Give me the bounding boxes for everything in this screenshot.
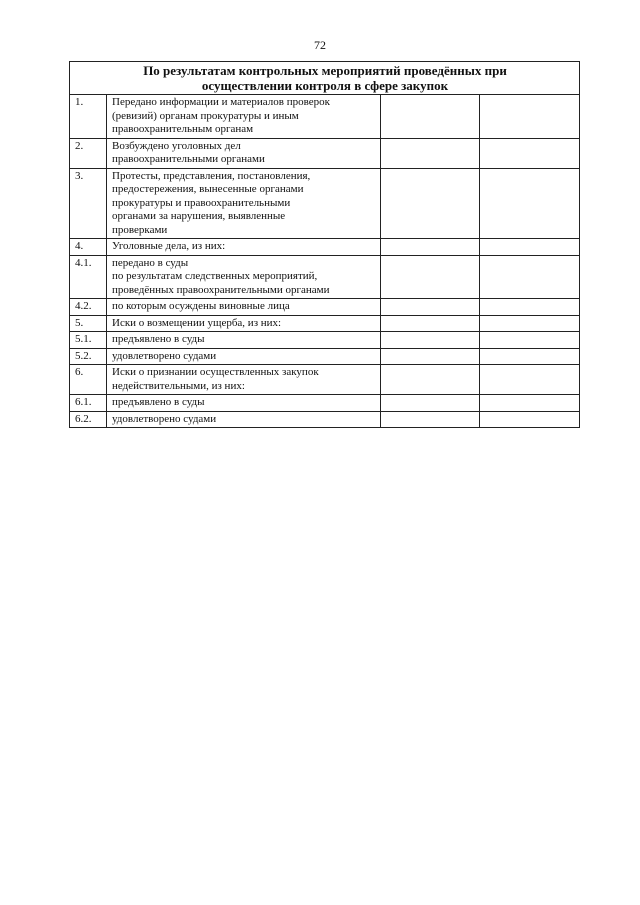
row-description xyxy=(107,168,381,239)
table-title xyxy=(70,62,580,95)
row-description-line: предъявлено в суды xyxy=(112,333,205,345)
table-row xyxy=(70,95,580,139)
value-cell-a xyxy=(381,168,480,239)
table-row xyxy=(70,315,580,332)
row-description-line: Уголовные дела, из них: xyxy=(112,240,226,252)
table-row xyxy=(70,332,580,349)
row-description-line: предостережения, вынесенные органами xyxy=(112,183,304,195)
table-row xyxy=(70,168,580,239)
row-number: 4. xyxy=(70,239,107,256)
value-cell-b xyxy=(480,411,580,428)
value-cell-a xyxy=(381,395,480,412)
value-cell-b xyxy=(480,395,580,412)
row-description-line: проверками xyxy=(112,223,168,236)
report-table-body xyxy=(70,62,580,428)
value-cell-a xyxy=(381,365,480,395)
value-cell-b xyxy=(480,315,580,332)
row-description xyxy=(107,138,381,168)
table-title-line-2: осуществлении контроля в сфере закупок xyxy=(201,78,449,93)
row-description-line: по которым осуждены виновные лица xyxy=(112,300,290,312)
table-title-line-1: По результатам контрольных мероприятий проведённых при xyxy=(143,63,507,78)
row-description-line: удовлетворено судами xyxy=(112,349,217,362)
row-description xyxy=(107,332,381,349)
row-number: 6.1. xyxy=(70,395,107,412)
row-description-line: прокуратуры и правоохранительными xyxy=(112,196,291,209)
row-number: 1. xyxy=(70,95,107,139)
row-number: 2. xyxy=(70,138,107,168)
row-description-line: правоохранительным органам xyxy=(112,123,254,135)
table-row xyxy=(70,411,580,428)
value-cell-a xyxy=(381,332,480,349)
value-cell-b xyxy=(480,255,580,299)
row-description-line: удовлетворено судами xyxy=(112,412,217,425)
value-cell-a xyxy=(381,315,480,332)
row-description xyxy=(107,411,381,428)
row-number: 5.1. xyxy=(70,332,107,349)
row-description-line: проведённых правоохранительными органами xyxy=(112,283,330,296)
table-row xyxy=(70,239,580,256)
row-description xyxy=(107,348,381,365)
value-cell-b xyxy=(480,365,580,395)
row-description-line: недействительными, из них: xyxy=(112,379,245,392)
value-cell-a xyxy=(381,299,480,316)
table-title-row xyxy=(70,62,580,95)
row-number: 4.2. xyxy=(70,299,107,316)
row-description xyxy=(107,395,381,412)
table-row xyxy=(70,255,580,299)
page-number: 72 xyxy=(314,38,326,52)
row-number: 5. xyxy=(70,315,107,332)
value-cell-a xyxy=(381,138,480,168)
row-description-line: передано в суды xyxy=(112,256,189,269)
value-cell-b xyxy=(480,299,580,316)
row-description xyxy=(107,255,381,299)
value-cell-b xyxy=(480,138,580,168)
row-number: 5.2. xyxy=(70,348,107,365)
row-description xyxy=(107,239,381,256)
value-cell-a xyxy=(381,348,480,365)
row-description-line: (ревизий) органам прокуратуры и иным xyxy=(112,109,299,122)
value-cell-b xyxy=(480,332,580,349)
report-table xyxy=(69,61,580,428)
value-cell-a xyxy=(381,411,480,428)
row-number: 6. xyxy=(70,365,107,395)
row-description-line: Протесты, представления, постановления, xyxy=(112,169,311,182)
table-row xyxy=(70,395,580,412)
value-cell-a xyxy=(381,255,480,299)
value-cell-b xyxy=(480,95,580,139)
row-description xyxy=(107,299,381,316)
row-description-line: Передано информации и материалов проверок xyxy=(112,96,330,108)
row-description-line: Иски о возмещении ущерба, из них: xyxy=(112,316,282,329)
value-cell-a xyxy=(381,95,480,139)
row-description-line: предъявлено в суды xyxy=(112,396,205,408)
row-number: 6.2. xyxy=(70,411,107,428)
table-row xyxy=(70,348,580,365)
table-row xyxy=(70,299,580,316)
table-row xyxy=(70,138,580,168)
row-description-line: органами за нарушения, выявленные xyxy=(112,210,286,222)
row-number: 3. xyxy=(70,168,107,239)
value-cell-b xyxy=(480,168,580,239)
value-cell-b xyxy=(480,348,580,365)
row-number: 4.1. xyxy=(70,255,107,299)
row-description-line: Иски о признании осуществленных закупок xyxy=(112,366,319,378)
row-description xyxy=(107,315,381,332)
row-description-line: Возбуждено уголовных дел xyxy=(112,139,241,152)
row-description-line: правоохранительными органами xyxy=(112,153,265,165)
value-cell-a xyxy=(381,239,480,256)
table-row xyxy=(70,365,580,395)
row-description-line: по результатам следственных мероприятий, xyxy=(112,270,318,282)
row-description xyxy=(107,95,381,139)
row-description xyxy=(107,365,381,395)
value-cell-b xyxy=(480,239,580,256)
